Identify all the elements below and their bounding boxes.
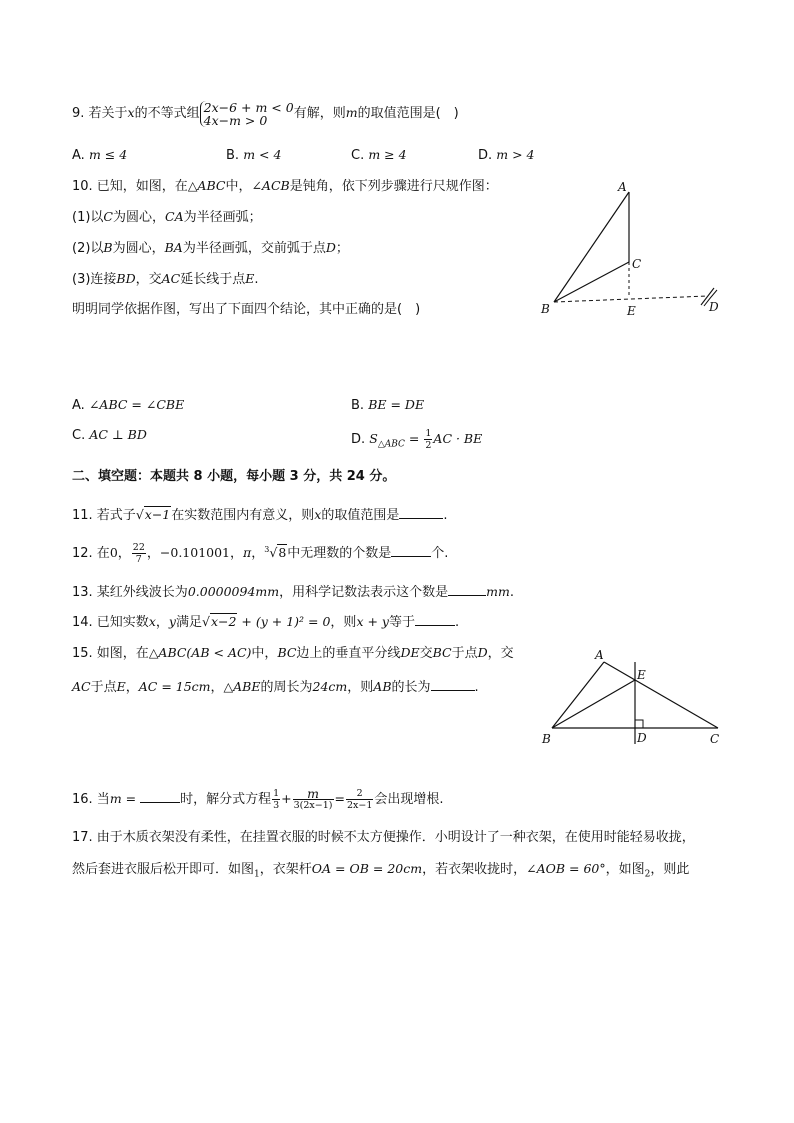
q11-text: 在实数范围内有意义，则 xyxy=(171,508,315,523)
q14-sep: ， xyxy=(155,615,169,630)
q10-option-d-eq: = xyxy=(404,431,424,446)
q16-f2-num: m xyxy=(293,788,334,800)
q12-sep: ， xyxy=(117,546,131,562)
q16-text: 16. 当 xyxy=(72,792,110,807)
q9-mid: 的不等式组 xyxy=(134,106,200,121)
q13-line xyxy=(72,581,514,602)
q9-option-a[interactable] xyxy=(72,146,127,165)
q12-text: 中无理数的个数是 xyxy=(287,546,392,562)
q9-option-c[interactable] xyxy=(351,146,407,165)
q15-var: BC xyxy=(277,645,297,660)
q11-text: . xyxy=(443,508,448,523)
q15-text: 边上的垂直平分线 xyxy=(296,646,401,661)
q15-right-angle-mark xyxy=(635,720,643,728)
q10-label-b: B xyxy=(541,302,550,316)
q14-equation: + (y + 1)² = 0 xyxy=(237,614,331,629)
q9-prefix: 9. 若关于 xyxy=(72,106,128,121)
q14-line xyxy=(72,611,459,632)
q9-option-b-math: m < 4 xyxy=(243,147,282,162)
q12-root-value: 8 xyxy=(278,545,287,561)
q9-option-a-math: m ≤ 4 xyxy=(88,147,128,162)
q16-f3-num: 2 xyxy=(346,788,373,800)
q15-answer-blank[interactable] xyxy=(431,676,475,691)
q12-sep: ， xyxy=(251,546,265,562)
q16-fraction-2 xyxy=(293,788,334,811)
q9-inequality-system xyxy=(200,101,294,127)
q10-text: 为半径画弧，交前弧于点 xyxy=(182,241,326,256)
q10-option-b[interactable] xyxy=(351,396,424,415)
q15-text: . xyxy=(474,680,479,695)
q17-text: ，衣架杆 xyxy=(259,862,312,877)
q17-oa-ob: OA = OB = 20cm xyxy=(311,861,423,876)
q15-seg-ac xyxy=(604,662,718,728)
q9-var-x: x xyxy=(127,105,135,120)
q9-line xyxy=(72,100,459,127)
q15-var: DE xyxy=(400,645,420,660)
q10-var: C xyxy=(103,209,113,224)
q15-text: ，交 xyxy=(487,646,514,661)
q15-text: 的周长为 xyxy=(260,680,313,695)
q10-label-d: D xyxy=(709,300,719,314)
q10-line1 xyxy=(72,177,498,196)
q15-text: 15. 如图，在 xyxy=(72,646,149,661)
q10-figure xyxy=(538,180,728,320)
q14-text: . xyxy=(455,615,460,630)
q10-option-c-math: AC ⊥ BD xyxy=(89,427,147,442)
q14-var-x: x xyxy=(148,614,156,629)
q12-sep: ， xyxy=(146,546,160,562)
q15-label-c: C xyxy=(710,732,720,746)
q14-answer-blank[interactable] xyxy=(415,611,455,626)
q15-label-b: B xyxy=(542,732,551,746)
q10-text: ，交 xyxy=(135,272,162,287)
q9-option-a-label: A. xyxy=(72,148,89,163)
q10-var: AC xyxy=(161,271,181,286)
q17-fig1: 1 xyxy=(254,869,260,880)
q12-frac-den: 7 xyxy=(135,554,142,566)
q15-triangle: △ABC(AB < AC) xyxy=(148,645,252,660)
q9-option-c-label: C. xyxy=(351,148,369,163)
q10-option-d-sub: △ABC xyxy=(377,439,405,450)
q10-option-d[interactable] xyxy=(351,426,482,458)
q14-text: 满足 xyxy=(175,615,202,630)
q16-fraction-3 xyxy=(346,788,373,811)
q17-fig2: 2 xyxy=(644,869,651,880)
section-2-desc: 本题共 8 小题，每小题 3 分，共 24 分。 xyxy=(150,469,396,484)
q16-answer-blank[interactable] xyxy=(140,788,180,803)
q9-option-d-math: m > 4 xyxy=(496,147,535,162)
q16-f2-den: 3(2x−1) xyxy=(293,800,333,811)
q9-var-m: m xyxy=(345,105,358,120)
q15-line2 xyxy=(72,676,479,697)
q11-line xyxy=(72,504,448,525)
q14-sum: x + y xyxy=(356,614,389,629)
q16-fraction-1 xyxy=(272,788,280,811)
q10-option-d-s: S xyxy=(369,431,378,446)
q13-value: 0.0000094mm xyxy=(187,584,280,599)
q10-option-b-label: B. xyxy=(351,398,369,413)
q17-text: ，如图 xyxy=(605,862,645,877)
q15-ac-length: AC = 15cm xyxy=(138,679,211,694)
q9-option-d-label: D. xyxy=(478,148,497,163)
q16-var-m: m = xyxy=(109,791,141,806)
q14-text: 14. 已知实数 xyxy=(72,615,149,630)
q10-text: ； xyxy=(335,241,349,256)
q10-var: E xyxy=(245,271,255,286)
q11-text: 的取值范围是 xyxy=(321,508,400,523)
q12-num2: −0.101001 xyxy=(159,545,231,561)
q17-text: 17. 由于木质衣架没有柔性，在挂置衣服的时候不太方便操作．小明设计了一种衣架，在使用时能轻易收拢， xyxy=(72,830,695,845)
q13-unit: mm xyxy=(486,584,510,599)
q17-line2 xyxy=(72,860,689,884)
q10-seg-bc xyxy=(554,262,629,302)
q10-triangle: △ABC xyxy=(187,178,226,193)
q16-text: 时，解分式方程 xyxy=(180,792,272,807)
q10-var: D xyxy=(325,240,336,255)
q15-text: 交 xyxy=(419,646,433,661)
q15-var: AC xyxy=(72,679,91,694)
q12-line xyxy=(72,536,448,568)
q15-label-a: A xyxy=(595,648,604,662)
q9-after: 有解，则 xyxy=(293,106,346,121)
q10-step3 xyxy=(72,270,259,289)
q15-perimeter: 24cm xyxy=(312,679,348,694)
q10-step2 xyxy=(72,239,349,258)
q14-text: 等于 xyxy=(388,615,415,630)
q15-text: 于点 xyxy=(451,646,478,661)
q15-var: D xyxy=(477,645,488,660)
q10-var: BD xyxy=(116,271,136,286)
q13-text: . xyxy=(509,585,514,600)
q10-frac-num: 1 xyxy=(425,428,432,439)
q10-label-a: A xyxy=(618,180,627,194)
q12-answer-blank[interactable] xyxy=(391,542,431,557)
q9-option-c-math: m ≥ 4 xyxy=(368,147,407,162)
q13-text: 13. 某红外线波长为 xyxy=(72,585,188,600)
q10-option-c-label: C. xyxy=(72,428,90,443)
q15-line1 xyxy=(72,644,514,663)
q12-cube-root: $^3$√8 xyxy=(264,545,287,561)
q10-text: (2)以 xyxy=(72,241,104,256)
q12-root-index: 3 xyxy=(264,545,270,554)
q9-end: 的取值范围是( ) xyxy=(357,106,459,121)
q14-sqrt: √x−2 xyxy=(201,614,237,629)
q11-sqrt: √x−1 xyxy=(135,507,171,522)
q9-eq1: 2x−6 + m < 0 xyxy=(203,99,294,115)
q10-text: 延长线于点 xyxy=(180,272,246,287)
q15-triangle-abe: △ABE xyxy=(223,679,261,694)
q10-text: 中， xyxy=(225,179,252,194)
q15-text: 中， xyxy=(251,646,278,661)
q10-text: 为圆心， xyxy=(113,210,166,225)
section-2-title: 二、填空题： xyxy=(72,469,151,484)
q10-label-e: E xyxy=(627,304,636,318)
q15-text: ， xyxy=(125,680,139,695)
q10-angle: ∠ACB xyxy=(251,178,290,193)
q16-plus: + xyxy=(281,791,292,806)
q10-option-a-label: A. xyxy=(72,398,89,413)
q10-text: 明明同学依据作图，写出了下面四个结论，其中正确的是( ) xyxy=(72,302,421,317)
q13-text: ，用科学记数法表示这个数是 xyxy=(279,585,449,600)
q10-option-c[interactable] xyxy=(72,426,147,445)
q10-text: 是钝角，依下列步骤进行尺规作图： xyxy=(289,179,498,194)
q10-var: CA xyxy=(165,209,184,224)
q16-f1-den: 3 xyxy=(273,800,280,811)
q12-text: 个. xyxy=(431,546,449,562)
q15-figure xyxy=(538,646,728,756)
q12-pi: π xyxy=(243,545,252,561)
q10-var: BA xyxy=(164,240,183,255)
q10-seg-ab xyxy=(554,192,629,302)
q10-var: B xyxy=(103,240,113,255)
q10-text: (1)以 xyxy=(72,210,104,225)
q16-f3-den: 2x−1 xyxy=(347,800,373,811)
q15-seg-ba xyxy=(552,662,604,728)
q10-option-a[interactable] xyxy=(72,396,184,415)
q16-f1-num: 1 xyxy=(273,788,280,799)
q12-frac-num: 22 xyxy=(132,542,145,554)
q12-sep: ， xyxy=(230,546,244,562)
q16-equals: = xyxy=(334,791,345,806)
q17-text: ，若衣架收拢时， xyxy=(422,862,527,877)
q14-var-y: y xyxy=(168,614,176,629)
q16-text: 会出现增根. xyxy=(374,792,444,807)
q15-label-e: E xyxy=(637,668,646,682)
q17-text: 然后套进衣服后松开即可．如图 xyxy=(72,862,255,877)
q10-text: 为半径画弧； xyxy=(183,210,262,225)
q10-step1 xyxy=(72,208,262,227)
q10-option-b-math: BE = DE xyxy=(368,397,425,412)
q15-var: BC xyxy=(432,645,452,660)
q12-text: 12. 在 xyxy=(72,546,110,562)
q14-text: ，则 xyxy=(330,615,357,630)
q9-option-d[interactable] xyxy=(478,146,535,165)
q11-answer-blank[interactable] xyxy=(399,504,443,519)
q17-line1 xyxy=(72,829,695,847)
q11-text: 11. 若式子 xyxy=(72,508,136,523)
q11-radicand: x−1 xyxy=(144,507,171,522)
q10-text: (3)连接 xyxy=(72,272,117,287)
q15-var: AB xyxy=(373,679,392,694)
q15-text: ，则 xyxy=(347,680,374,695)
q10-frac-den: 2 xyxy=(425,440,432,451)
section-2-heading xyxy=(72,468,395,486)
q9-option-b[interactable] xyxy=(226,146,281,165)
q10-line5 xyxy=(72,301,420,319)
q10-option-d-fraction xyxy=(424,428,432,451)
q9-option-b-label: B. xyxy=(226,148,244,163)
q11-var: x xyxy=(314,507,322,522)
q15-label-d: D xyxy=(637,731,647,745)
q9-eq2: 4x−m > 0 xyxy=(203,112,268,128)
q10-option-d-label: D. xyxy=(351,432,370,447)
q16-line xyxy=(72,784,444,815)
q13-answer-blank[interactable] xyxy=(448,581,486,596)
q15-text: 于点 xyxy=(90,680,117,695)
q10-option-a-math: ∠ABC = ∠CBE xyxy=(88,397,185,412)
q10-seg-bd-dashed xyxy=(554,296,708,302)
q12-fraction xyxy=(132,542,146,565)
q15-text: ， xyxy=(210,680,224,695)
q10-label-c: C xyxy=(632,257,642,271)
q10-text: 10. 已知，如图，在 xyxy=(72,179,188,194)
q10-text: . xyxy=(254,272,259,287)
q15-seg-be xyxy=(552,680,635,728)
q12-num0: 0 xyxy=(109,545,118,561)
q15-var: E xyxy=(116,679,126,694)
q15-text: 的长为 xyxy=(391,680,431,695)
q10-option-d-rest: AC · BE xyxy=(433,431,483,446)
q17-text: ，则此 xyxy=(650,862,690,877)
q10-text: 为圆心， xyxy=(112,241,165,256)
q17-angle: ∠AOB = 60° xyxy=(526,861,606,876)
q14-radicand: x−2 xyxy=(210,614,237,629)
